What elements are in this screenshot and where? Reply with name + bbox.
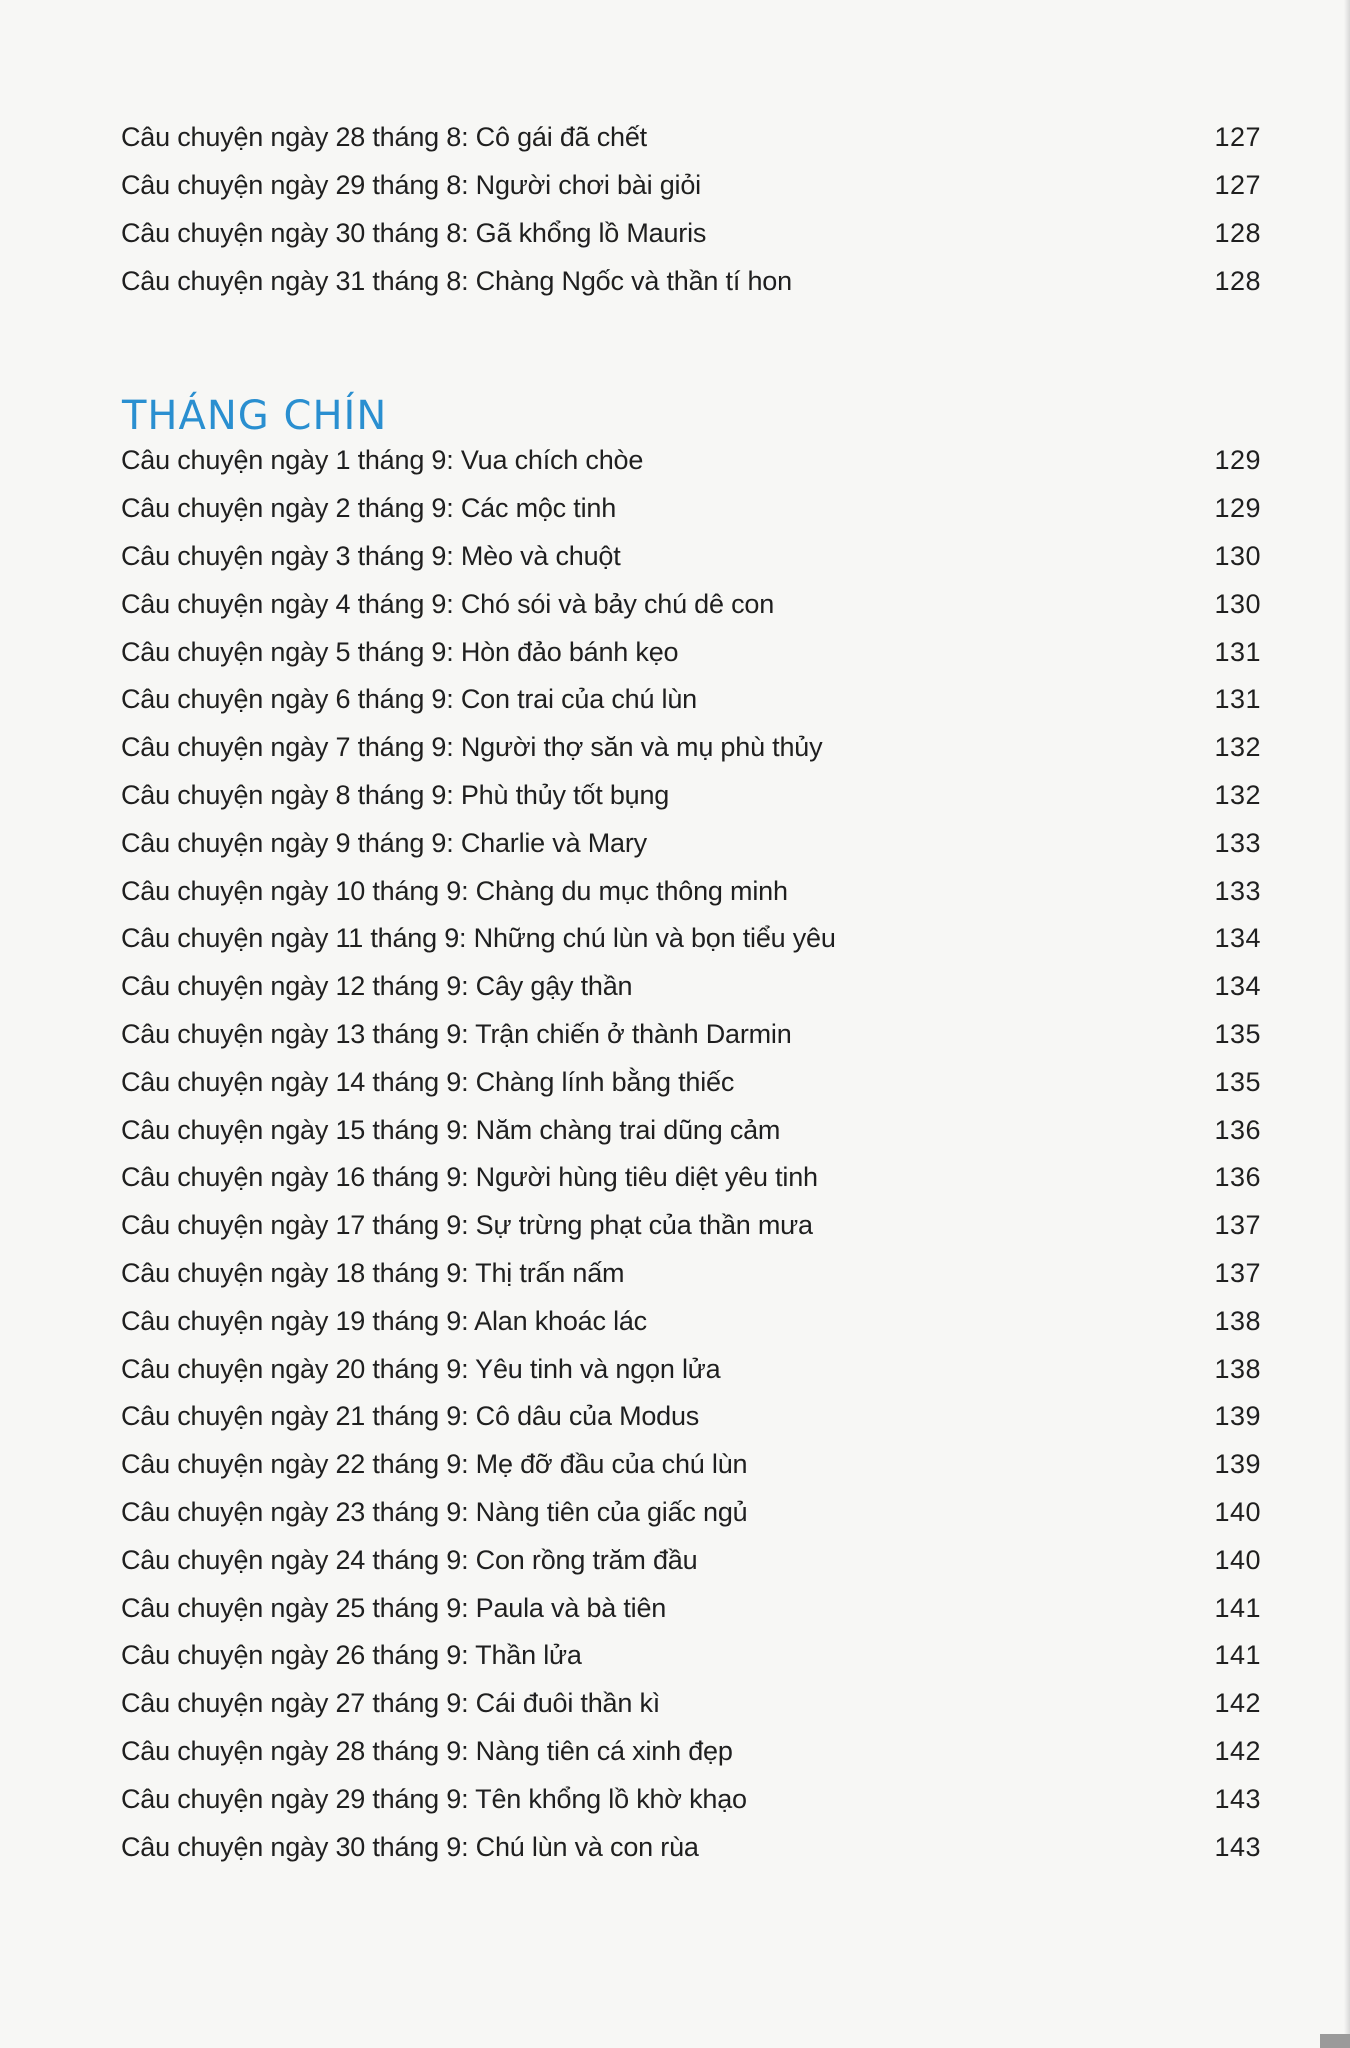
toc-entry bbox=[121, 580, 1261, 628]
toc-entry-page-number: 141 bbox=[1214, 1592, 1261, 1623]
toc-entry bbox=[121, 1823, 1261, 1871]
toc-entry-page-number: 135 bbox=[1214, 1066, 1261, 1097]
toc-entry-title: Câu chuyện ngày 12 tháng 9: Cây gậy thần bbox=[121, 971, 633, 1002]
toc-entry-title: Câu chuyện ngày 22 tháng 9: Mẹ đỡ đầu của chú lùn bbox=[121, 1449, 748, 1480]
toc-entry-page-number: 129 bbox=[1214, 445, 1261, 476]
toc-entry-title: Câu chuyện ngày 9 tháng 9: Charlie và Mary bbox=[121, 827, 647, 858]
toc-entry-title: Câu chuyện ngày 3 tháng 9: Mèo và chuột bbox=[121, 540, 621, 571]
toc-entry-page-number: 140 bbox=[1214, 1544, 1261, 1575]
toc-entry-page-number: 129 bbox=[1214, 493, 1261, 524]
toc-entry bbox=[121, 437, 1261, 485]
toc-entry bbox=[121, 1106, 1261, 1154]
toc-entry-title: Câu chuyện ngày 15 tháng 9: Năm chàng trai dũng cảm bbox=[121, 1114, 781, 1145]
toc-entry bbox=[121, 1584, 1261, 1632]
toc-entry bbox=[121, 1489, 1261, 1537]
toc-entry-page-number: 137 bbox=[1214, 1210, 1261, 1241]
toc-entry bbox=[121, 1011, 1261, 1059]
toc-entry bbox=[121, 1202, 1261, 1250]
toc-entry-page-number: 143 bbox=[1214, 1831, 1261, 1862]
toc-entry-title: Câu chuyện ngày 31 tháng 8: Chàng Ngốc và thần tí hon bbox=[121, 265, 792, 296]
toc-entry-title: Câu chuyện ngày 4 tháng 9: Chó sói và bảy chú dê con bbox=[121, 588, 775, 619]
toc-entry-page-number: 136 bbox=[1214, 1114, 1261, 1145]
toc-entry-title: Câu chuyện ngày 13 tháng 9: Trận chiến ở thành Darmin bbox=[121, 1018, 792, 1049]
toc-entry-page-number: 127 bbox=[1214, 170, 1261, 201]
toc-entry-page-number: 133 bbox=[1214, 875, 1261, 906]
toc-entry-page-number: 132 bbox=[1214, 732, 1261, 763]
toc-entry bbox=[121, 1441, 1261, 1489]
toc-list-august bbox=[121, 114, 1261, 305]
toc-entry bbox=[121, 114, 1261, 162]
toc-entry-title: Câu chuyện ngày 23 tháng 9: Nàng tiên của giấc ngủ bbox=[121, 1496, 748, 1527]
toc-entry bbox=[121, 819, 1261, 867]
toc-entry-title: Câu chuyện ngày 29 tháng 8: Người chơi bài giỏi bbox=[121, 170, 701, 201]
toc-entry-page-number: 137 bbox=[1214, 1257, 1261, 1288]
toc-entry-page-number: 135 bbox=[1214, 1018, 1261, 1049]
toc-entry-page-number: 136 bbox=[1214, 1162, 1261, 1193]
page-corner-shadow bbox=[1320, 2034, 1350, 2048]
toc-entry-title: Câu chuyện ngày 1 tháng 9: Vua chích chòe bbox=[121, 445, 644, 476]
toc-entry-page-number: 128 bbox=[1214, 217, 1261, 248]
toc-entry-page-number: 133 bbox=[1214, 827, 1261, 858]
toc-entry-page-number: 130 bbox=[1214, 540, 1261, 571]
toc-entry-title: Câu chuyện ngày 28 tháng 9: Nàng tiên cá xinh đẹp bbox=[121, 1735, 733, 1766]
toc-entry bbox=[121, 1393, 1261, 1441]
toc-entry bbox=[121, 1728, 1261, 1776]
toc-entry bbox=[121, 1632, 1261, 1680]
toc-entry-title: Câu chuyện ngày 5 tháng 9: Hòn đảo bánh kẹo bbox=[121, 636, 679, 667]
toc-entry-page-number: 138 bbox=[1214, 1305, 1261, 1336]
toc-entry bbox=[121, 772, 1261, 820]
toc-entry-title: Câu chuyện ngày 6 tháng 9: Con trai của chú lùn bbox=[121, 684, 697, 715]
toc-entry-title: Câu chuyện ngày 26 tháng 9: Thần lửa bbox=[121, 1640, 582, 1671]
toc-entry-page-number: 131 bbox=[1214, 636, 1261, 667]
toc-list-september bbox=[121, 437, 1261, 1871]
toc-entry-title: Câu chuyện ngày 17 tháng 9: Sự trừng phạt của thần mưa bbox=[121, 1210, 813, 1241]
toc-entry-title: Câu chuyện ngày 28 tháng 8: Cô gái đã chết bbox=[121, 122, 647, 153]
toc-entry-title: Câu chuyện ngày 14 tháng 9: Chàng lính bằng thiếc bbox=[121, 1066, 735, 1097]
toc-entry-page-number: 132 bbox=[1214, 779, 1261, 810]
toc-entry bbox=[121, 1250, 1261, 1298]
toc-entry bbox=[121, 1775, 1261, 1823]
toc-entry bbox=[121, 210, 1261, 258]
toc-entry-title: Câu chuyện ngày 18 tháng 9: Thị trấn nấm bbox=[121, 1257, 625, 1288]
toc-entry bbox=[121, 1345, 1261, 1393]
toc-entry bbox=[121, 963, 1261, 1011]
toc-entry bbox=[121, 162, 1261, 210]
toc-entry-page-number: 131 bbox=[1214, 684, 1261, 715]
section-heading-september: THÁNG CHÍN bbox=[122, 393, 388, 440]
toc-entry-title: Câu chuyện ngày 30 tháng 9: Chú lùn và con rùa bbox=[121, 1831, 699, 1862]
toc-entry bbox=[121, 1680, 1261, 1728]
toc-entry-title: Câu chuyện ngày 20 tháng 9: Yêu tinh và ngọn lửa bbox=[121, 1353, 721, 1384]
page-edge-shadow bbox=[1344, 0, 1350, 2048]
toc-entry-title: Câu chuyện ngày 19 tháng 9: Alan khoác lác bbox=[121, 1305, 647, 1336]
toc-entry-title: Câu chuyện ngày 24 tháng 9: Con rồng trăm đầu bbox=[121, 1544, 698, 1575]
toc-entry-title: Câu chuyện ngày 21 tháng 9: Cô dâu của Modus bbox=[121, 1401, 700, 1432]
toc-entry-page-number: 139 bbox=[1214, 1401, 1261, 1432]
toc-entry bbox=[121, 257, 1261, 305]
toc-entry bbox=[121, 1154, 1261, 1202]
toc-entry bbox=[121, 628, 1261, 676]
toc-entry-page-number: 141 bbox=[1214, 1640, 1261, 1671]
toc-entry bbox=[121, 1058, 1261, 1106]
toc-entry-title: Câu chuyện ngày 11 tháng 9: Những chú lùn và bọn tiểu yêu bbox=[121, 923, 836, 954]
toc-entry-page-number: 134 bbox=[1214, 971, 1261, 1002]
toc-entry-page-number: 138 bbox=[1214, 1353, 1261, 1384]
toc-entry-title: Câu chuyện ngày 7 tháng 9: Người thợ săn và mụ phù thủy bbox=[121, 732, 823, 763]
toc-entry-page-number: 127 bbox=[1214, 122, 1261, 153]
toc-entry-title: Câu chuyện ngày 25 tháng 9: Paula và bà tiên bbox=[121, 1592, 667, 1623]
toc-entry-page-number: 140 bbox=[1214, 1496, 1261, 1527]
toc-entry-page-number: 134 bbox=[1214, 923, 1261, 954]
toc-entry bbox=[121, 533, 1261, 581]
toc-entry-title: Câu chuyện ngày 27 tháng 9: Cái đuôi thần kì bbox=[121, 1688, 661, 1719]
toc-entry-title: Câu chuyện ngày 29 tháng 9: Tên khổng lồ khờ khạo bbox=[121, 1783, 747, 1814]
toc-entry-page-number: 130 bbox=[1214, 588, 1261, 619]
toc-entry bbox=[121, 724, 1261, 772]
toc-entry-page-number: 139 bbox=[1214, 1449, 1261, 1480]
toc-entry-title: Câu chuyện ngày 2 tháng 9: Các mộc tinh bbox=[121, 493, 617, 524]
toc-entry-title: Câu chuyện ngày 30 tháng 8: Gã khổng lồ Mauris bbox=[121, 217, 707, 248]
toc-entry bbox=[121, 485, 1261, 533]
toc-entry bbox=[121, 915, 1261, 963]
toc-entry-page-number: 128 bbox=[1214, 265, 1261, 296]
toc-entry bbox=[121, 1536, 1261, 1584]
toc-entry bbox=[121, 676, 1261, 724]
toc-entry-page-number: 142 bbox=[1214, 1688, 1261, 1719]
toc-entry-page-number: 142 bbox=[1214, 1735, 1261, 1766]
toc-entry-title: Câu chuyện ngày 10 tháng 9: Chàng du mục thông minh bbox=[121, 875, 788, 906]
toc-entry-page-number: 143 bbox=[1214, 1783, 1261, 1814]
toc-entry bbox=[121, 1297, 1261, 1345]
toc-entry-title: Câu chuyện ngày 8 tháng 9: Phù thủy tốt bụng bbox=[121, 779, 670, 810]
toc-entry-title: Câu chuyện ngày 16 tháng 9: Người hùng tiêu diệt yêu tinh bbox=[121, 1162, 818, 1193]
toc-entry bbox=[121, 867, 1261, 915]
